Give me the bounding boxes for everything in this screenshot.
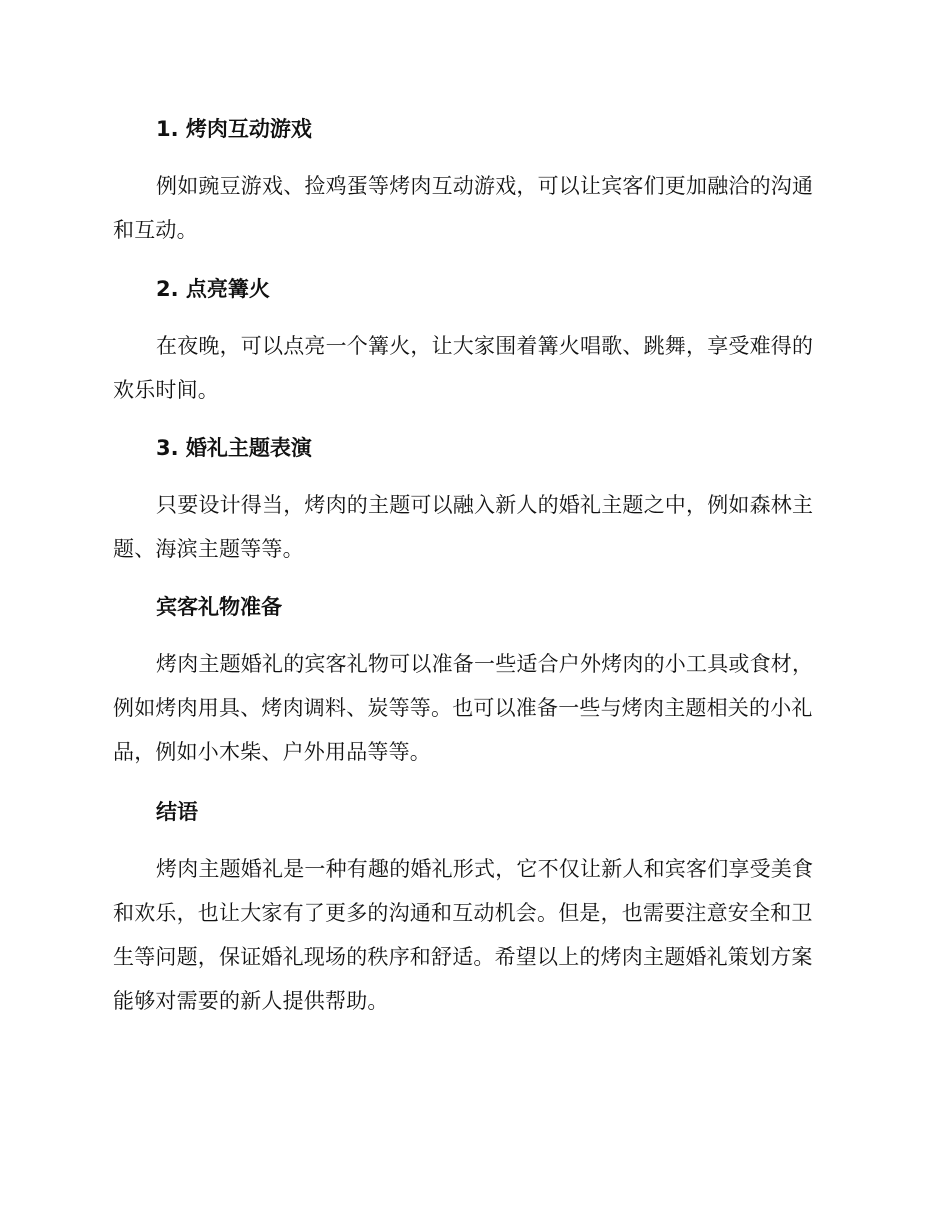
section-paragraph-conclusion: 烤肉主题婚礼是一种有趣的婚礼形式，它不仅让新人和宾客们享受美食和欢乐，也让大家有了更多的沟通和互动机会。但是，也需要注意安全和卫生等问题，保证婚礼现场的秩序和舒适。希望以上的烤肉主题婚礼策划方案能够对需要的新人提供帮助。 [113,857,814,1013]
section-paragraph-guest-gifts: 烤肉主题婚礼的宾客礼物可以准备一些适合户外烤肉的小工具或食材，例如烤肉用具、烤肉调料、炭等等。也可以准备一些与烤肉主题相关的小礼品，例如小木柴、户外用品等等。 [113,652,814,764]
section-paragraph-wedding-theme-show: 只要设计得当，烤肉的主题可以融入新人的婚礼主题之中，例如森林主题、海滨主题等等。 [113,493,814,561]
section-heading-conclusion: 结语 [156,800,198,824]
section-heading-bbq-games: 1. 烤肉互动游戏 [156,117,312,141]
section-heading-bonfire: 2. 点亮篝火 [156,277,270,301]
section-paragraph-bbq-games: 例如豌豆游戏、捡鸡蛋等烤肉互动游戏，可以让宾客们更加融洽的沟通和互动。 [113,174,814,242]
section-heading-wedding-theme-show: 3. 婚礼主题表演 [156,436,312,460]
section-paragraph-bonfire: 在夜晚，可以点亮一个篝火，让大家围着篝火唱歌、跳舞，享受难得的欢乐时间。 [113,334,814,402]
section-heading-guest-gifts: 宾客礼物准备 [156,595,282,619]
